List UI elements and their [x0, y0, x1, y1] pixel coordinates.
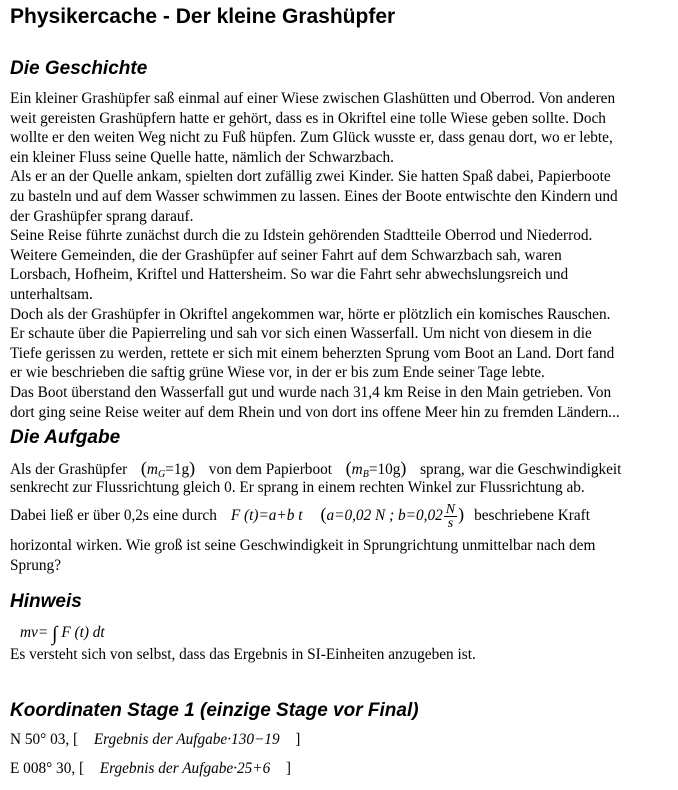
- coordinate-expression: Ergebnis der Aufgabe·130−19: [93, 731, 280, 748]
- heading-koordinaten: Koordinaten Stage 1 (einzige Stage vor Final): [10, 700, 419, 721]
- coordinate-prefix: N 50° 03, [: [10, 731, 79, 748]
- force-formula: F (t)=a+b t: [230, 507, 303, 524]
- story-line: Doch als der Grashüpfer in Okriftel angekommen war, hörte er plötzlich ein komisches Rauschen.: [10, 305, 611, 323]
- mass-value: =10g: [368, 461, 401, 478]
- formula-lhs: mv=: [20, 624, 49, 641]
- story-line: der Grashüpfer sprang darauf.: [10, 207, 194, 225]
- story-line: dort ging seine Reise weiter auf dem Rhein und von dort ins offene Meer hin zu fremden Ländern...: [10, 403, 620, 421]
- mass-subscript: B: [362, 469, 369, 480]
- heading-geschichte: Die Geschichte: [10, 58, 148, 79]
- heading-aufgabe: Die Aufgabe: [10, 427, 121, 448]
- coordinate-prefix: E 008° 30, [: [10, 760, 85, 777]
- mass-value: =1g: [165, 461, 190, 478]
- story-line: ein kleiner Fluss seine Quelle hatte, nämlich der Schwarzbach.: [10, 148, 394, 166]
- unit-fraction: [444, 503, 457, 530]
- story-line: Er schaute über die Papierreling und sah vor sich einen Wasserfall. Um nicht von diesem in die: [10, 325, 592, 343]
- story-line: weit gereisten Grashüpfern hatte er gehört, dass es in Okriftel eine tolle Wiese geben sollte. Doch: [10, 109, 606, 127]
- story-line: Als er an der Quelle ankam, spielten dort zufällig zwei Kinder. Sie hatten Spaß dabei, Papierboote: [10, 168, 611, 186]
- story-line: unterhaltsam.: [10, 285, 93, 303]
- story-line: wollte er den weiten Weg nicht zu Fuß hüpfen. Zum Glück wusste er, dass genau dort, wo er lebte,: [10, 129, 613, 147]
- task-text: beschriebene Kraft: [474, 507, 591, 524]
- story-line: Seine Reise führte zunächst durch die zu Idstein gehörenden Stadtteile Oberrod und Niederrod.: [10, 227, 593, 245]
- task-line-5: Sprung?: [10, 557, 61, 574]
- force-parameters: (a=0,02 N ; b=0,02 $\frac{N}{s}$ ): [320, 501, 465, 531]
- task-line-4: horizontal wirken. Wie groß ist seine Geschwindigkeit in Sprungrichtung unmittelbar nach dem: [10, 537, 596, 554]
- story-paragraph: [10, 89, 670, 422]
- story-line: er wie beschrieben die saftig grüne Wiese vor, in der er bis zum Ende seiner Tage lebte.: [10, 364, 545, 382]
- task-line-1: [10, 458, 621, 480]
- task-line-2: senkrecht zur Flussrichtung gleich 0. Er sprang in einem rechten Winkel zur Flussrichtung ab.: [10, 479, 585, 496]
- task-text: von dem Papierboot: [208, 461, 333, 478]
- task-line-3: [10, 499, 590, 533]
- coordinate-expression: Ergebnis der Aufgabe·25+6: [99, 760, 271, 777]
- coordinate-suffix: ]: [295, 731, 301, 748]
- story-line: Ein kleiner Grashüpfer saß einmal auf einer Wiese zwischen Glashütten und Oberrod. Von anderen: [10, 90, 616, 107]
- fraction-numerator: N: [445, 501, 456, 517]
- parameter-values: a=0,02 N ; b=0,02: [326, 506, 443, 524]
- page-title: Physikercache - Der kleine Grashüpfer: [10, 5, 396, 28]
- coordinate-north: [10, 731, 300, 749]
- story-line: Das Boot überstand den Wasserfall gut und wurde nach 31,4 km Reise in den Main getrieben. Von: [10, 383, 612, 401]
- mass-boat: $(m_B=10g)$: [345, 458, 407, 480]
- task-text: Als der Grashüpfer: [10, 461, 128, 478]
- mass-grasshopper: $(m_G=1g)$: [140, 458, 196, 480]
- coordinate-suffix: ]: [285, 760, 292, 777]
- story-line: Tiefe gerissen zu werden, rettete er sich mit einem beherzten Sprung vom Boot an Land. Dort fand: [10, 344, 615, 362]
- story-line: Lorsbach, Hofheim, Kriftel und Hattersheim. So war die Fahrt sehr abwechslungsreich und: [10, 266, 569, 284]
- heading-hinweis: Hinweis: [10, 591, 82, 612]
- mass-symbol: m: [146, 461, 158, 478]
- mass-symbol: m: [351, 461, 363, 478]
- story-line: Weitere Gemeinden, die der Grashüpfer auf seiner Fahrt auf dem Schwarzbach sah, waren: [10, 246, 562, 264]
- formula-rhs: F (t) dt: [61, 624, 105, 641]
- fraction-denominator: s: [447, 515, 454, 531]
- task-text: Dabei ließ er über 0,2s eine durch: [10, 507, 217, 524]
- task-text: sprang, war die Geschwindigkeit: [420, 461, 622, 478]
- story-line: zu basteln und auf dem Wasser schwimmen zu lassen. Eines der Boote entwischte den Kindern und: [10, 187, 618, 205]
- mass-subscript: G: [157, 469, 166, 480]
- integral-sign: ∫: [52, 623, 58, 645]
- momentum-formula: [20, 623, 105, 646]
- coordinate-east: [10, 760, 291, 778]
- hint-text: Es versteht sich von selbst, dass das Ergebnis in SI-Einheiten anzugeben ist.: [10, 646, 476, 663]
